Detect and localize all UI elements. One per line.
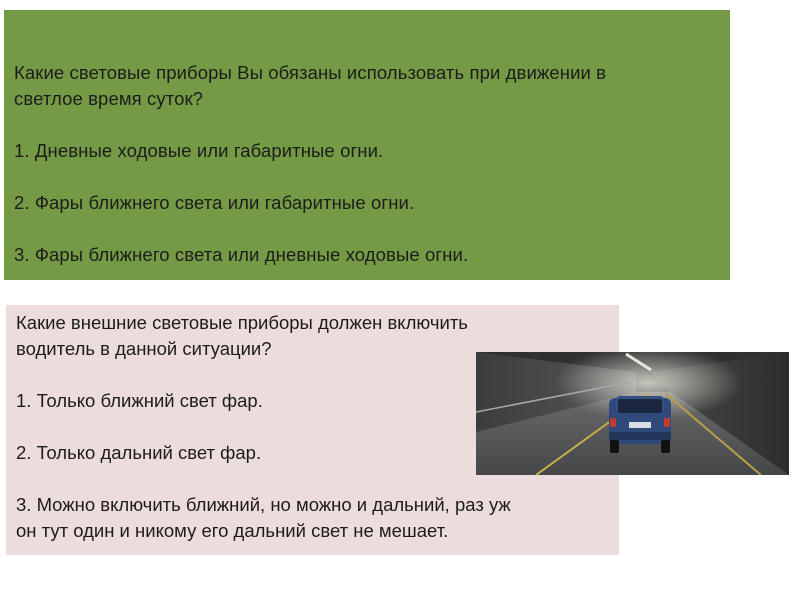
question-1-option-1: 1. Дневные ходовые или габаритные огни. [14,140,384,161]
question-2-option-2: 2. Только дальний свет фар. [16,442,262,463]
question-1-option-2: 2. Фары ближнего света или габаритные огни. [14,192,415,213]
question-1-panel [4,10,730,280]
question-1-option-3: 3. Фары ближнего света или дневные ходовые огни. [14,244,469,265]
car-in-tunnel-image [476,352,789,475]
question-2-text-line-1: Какие внешние световые приборы должен включить [16,312,468,333]
question-1-text-line-2: светлое время суток? [14,88,204,109]
question-1-text-line-1: Какие световые приборы Вы обязаны использовать при движении в [14,62,607,83]
question-2-option-3-line-1: 3. Можно включить ближний, но можно и дальний, раз уж [16,494,511,515]
question-2-option-1: 1. Только ближний свет фар. [16,390,263,411]
question-2-option-3-line-2: он тут один и никому его дальний свет не мешает. [16,520,449,541]
question-2-text-line-2: водитель в данной ситуации? [16,338,272,359]
